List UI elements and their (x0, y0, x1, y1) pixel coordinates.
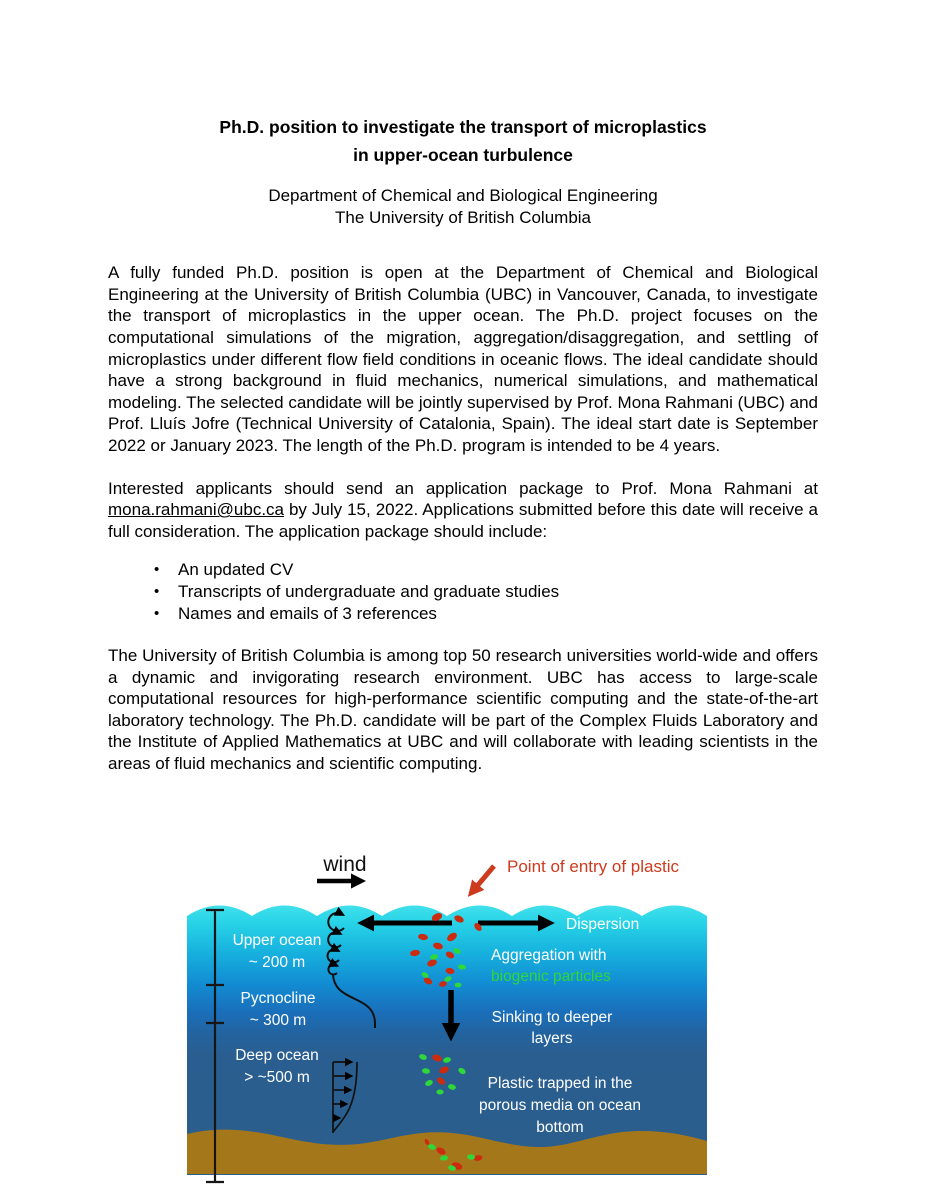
paragraph-text: Interested applicants should send an application package to Prof. Mona Rahmani at (108, 478, 818, 498)
title-line: in upper-ocean turbulence (353, 145, 573, 165)
list-item (152, 603, 818, 625)
sinking-label-line2: layers (531, 1030, 573, 1047)
affiliation (108, 185, 818, 228)
aggregation-label-line1: Aggregation with (491, 947, 607, 964)
university-paragraph: The University of British Columbia is among top 50 research universities world-wide and offers a dynamic and invigorating research environment. UBC has access to large-scale computational resources for high-performance scientific computing and the state-of-the-art laboratory technology. The Ph.D. candidate will be part of the Complex Fluids Laboratory and the Institute of Applied Mathematics at UBC and will collaborate with leading scientists in the areas of fluid mechanics and scientific computing. (108, 646, 818, 774)
affiliation-line: Department of Chemical and Biological Engineering (268, 186, 658, 205)
affiliation-line: The University of British Columbia (334, 207, 592, 227)
trapped-label-line1: Plastic trapped in the (487, 1075, 633, 1092)
email-link[interactable]: mona.rahmani@ubc.ca (108, 500, 285, 520)
aggregation-label-line2: biogenic particles (491, 968, 611, 985)
ocean-sediment (187, 1130, 707, 1174)
upper-ocean-label: Upper ocean (232, 932, 322, 949)
wind-label: wind (323, 853, 367, 876)
list-item (152, 559, 818, 581)
title-line: Ph.D. position to investigate the transport of microplastics (219, 117, 707, 137)
entry-arrow (472, 866, 494, 892)
upper-ocean-depth: ~ 200 m (248, 954, 306, 971)
deep-ocean-label: Deep ocean (235, 1047, 319, 1064)
application-checklist (152, 559, 818, 624)
document-body (108, 113, 818, 775)
trapped-label-line3: bottom (536, 1119, 584, 1136)
sinking-label-line1: Sinking to deeper (491, 1009, 613, 1026)
ocean-diagram (180, 843, 715, 1193)
document-title (108, 113, 818, 169)
dispersion-label: Dispersion (566, 916, 640, 933)
pycnocline-label: Pycnocline (240, 990, 316, 1007)
trapped-label-line2: porous media on ocean (478, 1097, 642, 1114)
list-item-text: An updated CV (178, 560, 294, 580)
pycnocline-depth: ~ 300 m (249, 1012, 307, 1029)
entry-of-plastic-label: Point of entry of plastic (507, 857, 679, 876)
list-item (152, 581, 818, 603)
deep-ocean-depth: > ~500 m (244, 1069, 310, 1086)
intro-paragraph: A fully funded Ph.D. position is open at the Department of Chemical and Biological Engineering at the University of British Columbia (UBC) in Vancouver, Canada, to investigate the transport of microplastics in the upper ocean. The Ph.D. project focuses on the computational simulations of the migration, aggregation/disaggregation, and settling of microplastics under different flow field conditions in oceanic flows. The ideal candidate should have a strong background in fluid mechanics, numerical simulations, and mathematical modeling. The selected candidate will be jointly supervised by Prof. Mona Rahmani (UBC) and Prof. Lluís Jofre (Technical University of Catalonia, Spain). The ideal start date is September 2022 or January 2023. The length of the Ph.D. program is intended to be 4 years. (108, 263, 818, 455)
paragraph-text: by July 15, 2022. Applications submitted before this date will receive a full consideration. The application package should include: (108, 500, 818, 541)
list-item-text: Transcripts of undergraduate and graduate studies (178, 581, 560, 601)
list-item-text: Names and emails of 3 references (178, 603, 437, 623)
application-paragraph (108, 478, 818, 543)
